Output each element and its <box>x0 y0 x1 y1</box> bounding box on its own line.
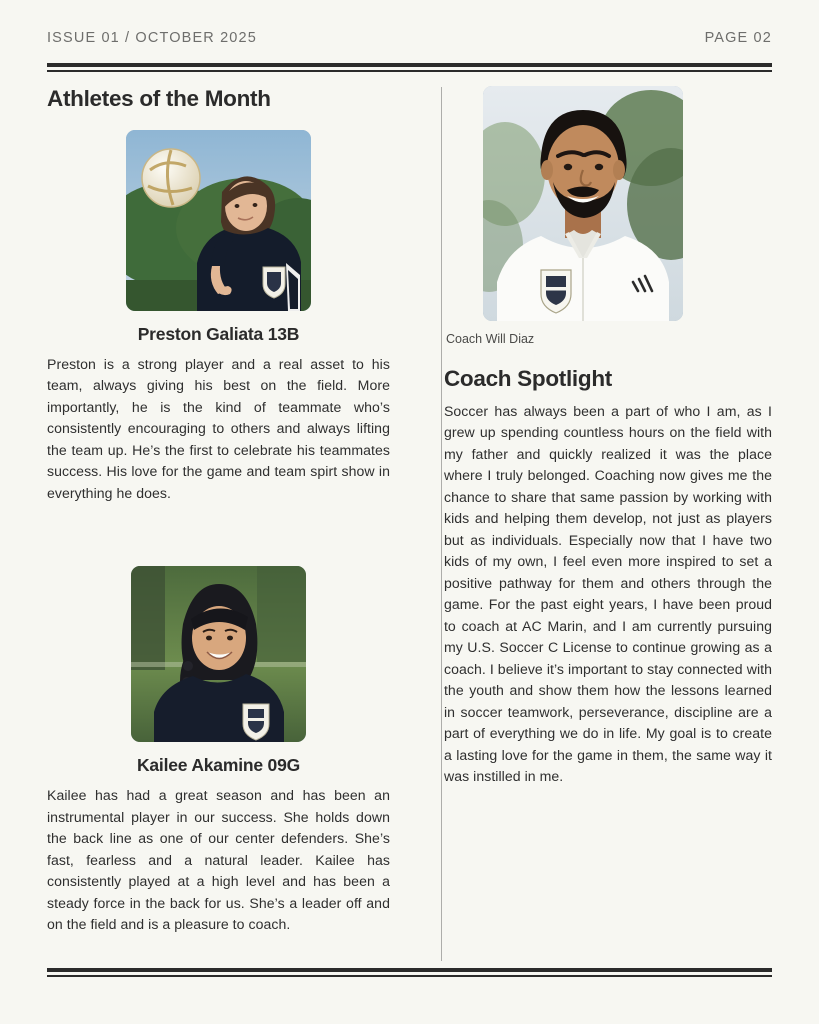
athlete-1-photo <box>126 130 311 311</box>
coach-spotlight-text: Soccer has always been a part of who I am, as I grew up spending countless hours on the field with my father and quickly realized it was the place where I truly belonged. Coaching now gives me the chance to share that same passion by working with kids and helping them develop, not just as players but as individuals. Especially now that I have two kids of my own, I feel even more inspired to set a positive pathway for them and others through the game. For the past eight years, I have been proud to coach at AC Marin, and I am currently pursuing my U.S. Soccer C License to continue growing as a coach. I believe it’s important to stay connected with the youth and show them how the lessons learned in soccer teamwork, perseverance, discipline are a part of everything we do in life. My goal is to create a lasting love for the game in them, the same way it was instilled in me. <box>443 403 772 785</box>
athlete-2-name: Kailee Akamine 09G <box>136 755 301 776</box>
content-columns <box>47 86 772 936</box>
left-column <box>47 86 412 936</box>
masthead <box>47 0 772 46</box>
bottom-rule-thick <box>47 968 772 972</box>
bottom-rule <box>47 968 772 977</box>
page-number-label: PAGE 02 <box>704 30 772 46</box>
athletes-section-title: Athletes of the Month <box>47 86 271 111</box>
athlete-1-bio: Preston is a strong player and a real asset to his team, always giving his best on the field. More importantly, he is the kind of teammate who’s consistently encouraging to others and always lifting the team up. He’s the first to celebrate his teammates success. His love for the game and team spirt show in everything he does. <box>47 356 390 501</box>
top-rule <box>47 63 772 72</box>
athlete-2-bio: Kailee has had a great season and has been an instrumental player in our success. She holds down the back line as one of our center defenders. She’s fast, fearless and a natural leader. Kailee has consistently played at a high level and has been a steady force in the back for us. She’s a leader off and on the field and is a pleasure to coach. <box>47 787 390 933</box>
column-divider <box>441 87 442 961</box>
athlete-2-photo <box>131 566 306 742</box>
coach-photo-caption: Coach Will Diaz <box>445 332 535 346</box>
coach-photo <box>483 86 683 321</box>
bottom-rule-thin <box>47 975 772 977</box>
issue-label: ISSUE 01 / OCTOBER 2025 <box>47 30 257 46</box>
coach-spotlight-title: Coach Spotlight <box>443 366 612 391</box>
athletes-spacer <box>47 504 390 566</box>
top-rule-thin <box>47 70 772 72</box>
top-rule-thick <box>47 63 772 67</box>
right-column <box>412 86 772 936</box>
athlete-1-name: Preston Galiata 13B <box>137 324 300 344</box>
